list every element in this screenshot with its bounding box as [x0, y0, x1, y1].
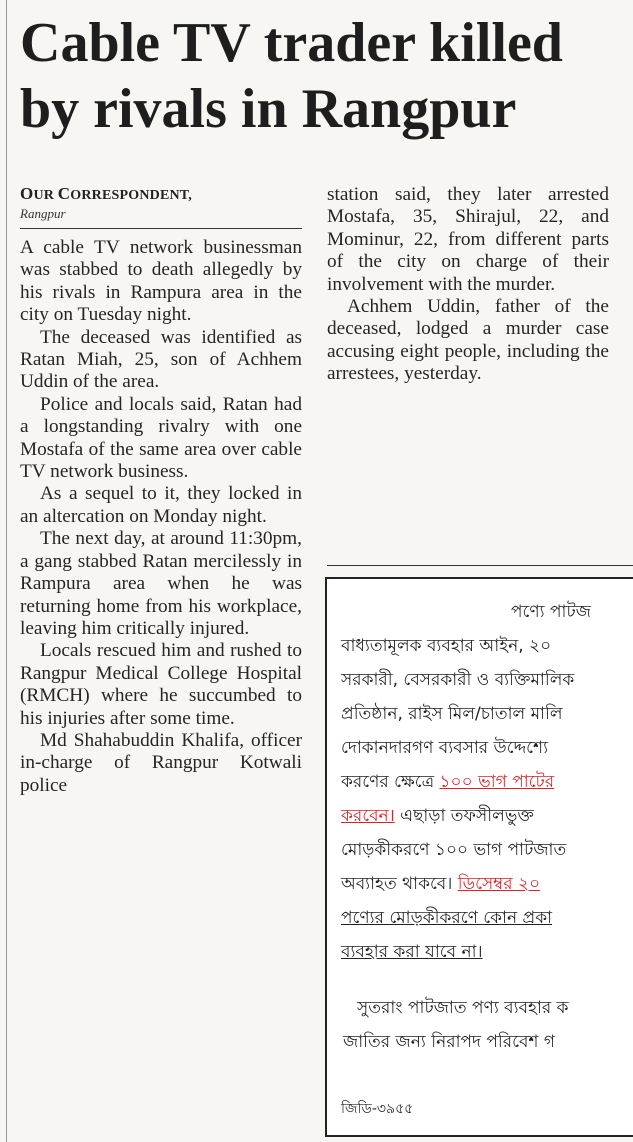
byline-rest-2: ORRESPONDENT, — [70, 188, 192, 203]
ad-line-8-highlight: ডিসেম্বর ২০ — [457, 874, 541, 894]
article-paragraph: The next day, at around 11:30pm, a gang stabbed Ratan mercilessly in Rampura area when he was returning home from his workplace, leaving him critically injured. — [20, 528, 302, 639]
article-paragraph: station said, they later arrested Mostafa, 35, Shirajul, 22, and Mominur, 22, from different parts of the city on charge of their involvement with the murder. — [327, 184, 609, 295]
article-body-right — [327, 184, 609, 386]
page-left-rule — [6, 0, 7, 1142]
ad-line-9: পণ্যের মোড়কীকরণে কোন প্রকা — [341, 908, 553, 928]
ad-line-2: সরকারী, বেসরকারী ও ব্যক্তিমালিক — [341, 670, 575, 690]
ad-blue-line-1: সুতরাং পাটজাত পণ্য ব্যবহার ক — [357, 998, 569, 1018]
article-paragraph: Locals rescued him and rushed to Rangpur Medical College Hospital (RMCH) where he succumbed to his injuries after some time. — [20, 640, 302, 729]
byline-place: Rangpur — [20, 206, 66, 221]
ad-line-6 — [341, 805, 534, 827]
ad-line-1: বাধ্যতামূলক ব্যবহার আইন, ২০ — [341, 636, 552, 656]
byline-divider — [20, 228, 302, 229]
ad-line-8-text: অব্যাহত থাকবে। — [341, 874, 458, 894]
byline-cap-1: O — [20, 184, 34, 203]
article-column-right — [327, 184, 609, 386]
headline-line-1: Cable TV trader killed — [20, 12, 563, 74]
ad-title: পণ্যে পাটজ — [511, 602, 591, 622]
ad-line-6-highlight: করবেন। — [341, 806, 395, 826]
article-body-left — [20, 237, 302, 797]
ad-line-5-text: করণের ক্ষেত্রে — [341, 772, 440, 792]
ad-line-8 — [341, 873, 540, 895]
ad-line-3: প্রতিষ্ঠান, রাইস মিল/চাতাল মালি — [341, 704, 563, 724]
article-column-left — [20, 184, 302, 797]
article-paragraph: As a sequel to it, they locked in an altercation on Monday night. — [20, 483, 302, 527]
ad-line-7: মোড়কীকরণে ১০০ ভাগ পাটজাত — [341, 840, 567, 860]
ad-line-6-text: এছাড়া তফসীলভুক্ত — [394, 806, 534, 826]
ad-line-5 — [341, 771, 554, 793]
article-paragraph: Md Shahabuddin Khalifa, officer in-charge of Rangpur Kotwali police — [20, 729, 302, 796]
ad-blue-line-2: জাতির জন্য নিরাপদ পরিবেশ গ — [343, 1032, 556, 1052]
article-paragraph: Police and locals said, Ratan had a longstanding rivalry with one Mostafa of the same area over cable TV network business. — [20, 393, 302, 483]
column-end-rule — [327, 565, 633, 566]
article-paragraph: Achhem Uddin, father of the deceased, lodged a murder case accusing eight people, including the arrestees, yesterday. — [327, 296, 609, 385]
article-paragraph: A cable TV network businessman was stabbed to death allegedly by his rivals in Rampura area in the city on Tuesday night. — [20, 237, 302, 326]
advertisement-box — [325, 577, 633, 1137]
headline-line-2: by rivals in Rangpur — [20, 78, 517, 140]
ad-line-5-highlight: ১০০ ভাগ পাটের — [439, 772, 555, 792]
article-paragraph: The deceased was identified as Ratan Miah, 25, son of Achhem Uddin of the area. — [20, 326, 302, 393]
ad-line-4: দোকানদারগণ ব্যবসার উদ্দেশ্যে — [341, 738, 549, 758]
byline-rest-1: UR — [33, 188, 58, 203]
ad-footer-code: জিডি-৩৯৫৫ — [341, 1101, 414, 1117]
headline — [20, 10, 630, 142]
byline-author — [20, 184, 302, 206]
ad-line-10: ব্যবহার করা যাবে না। — [341, 942, 483, 962]
byline-cap-2: C — [57, 184, 71, 203]
